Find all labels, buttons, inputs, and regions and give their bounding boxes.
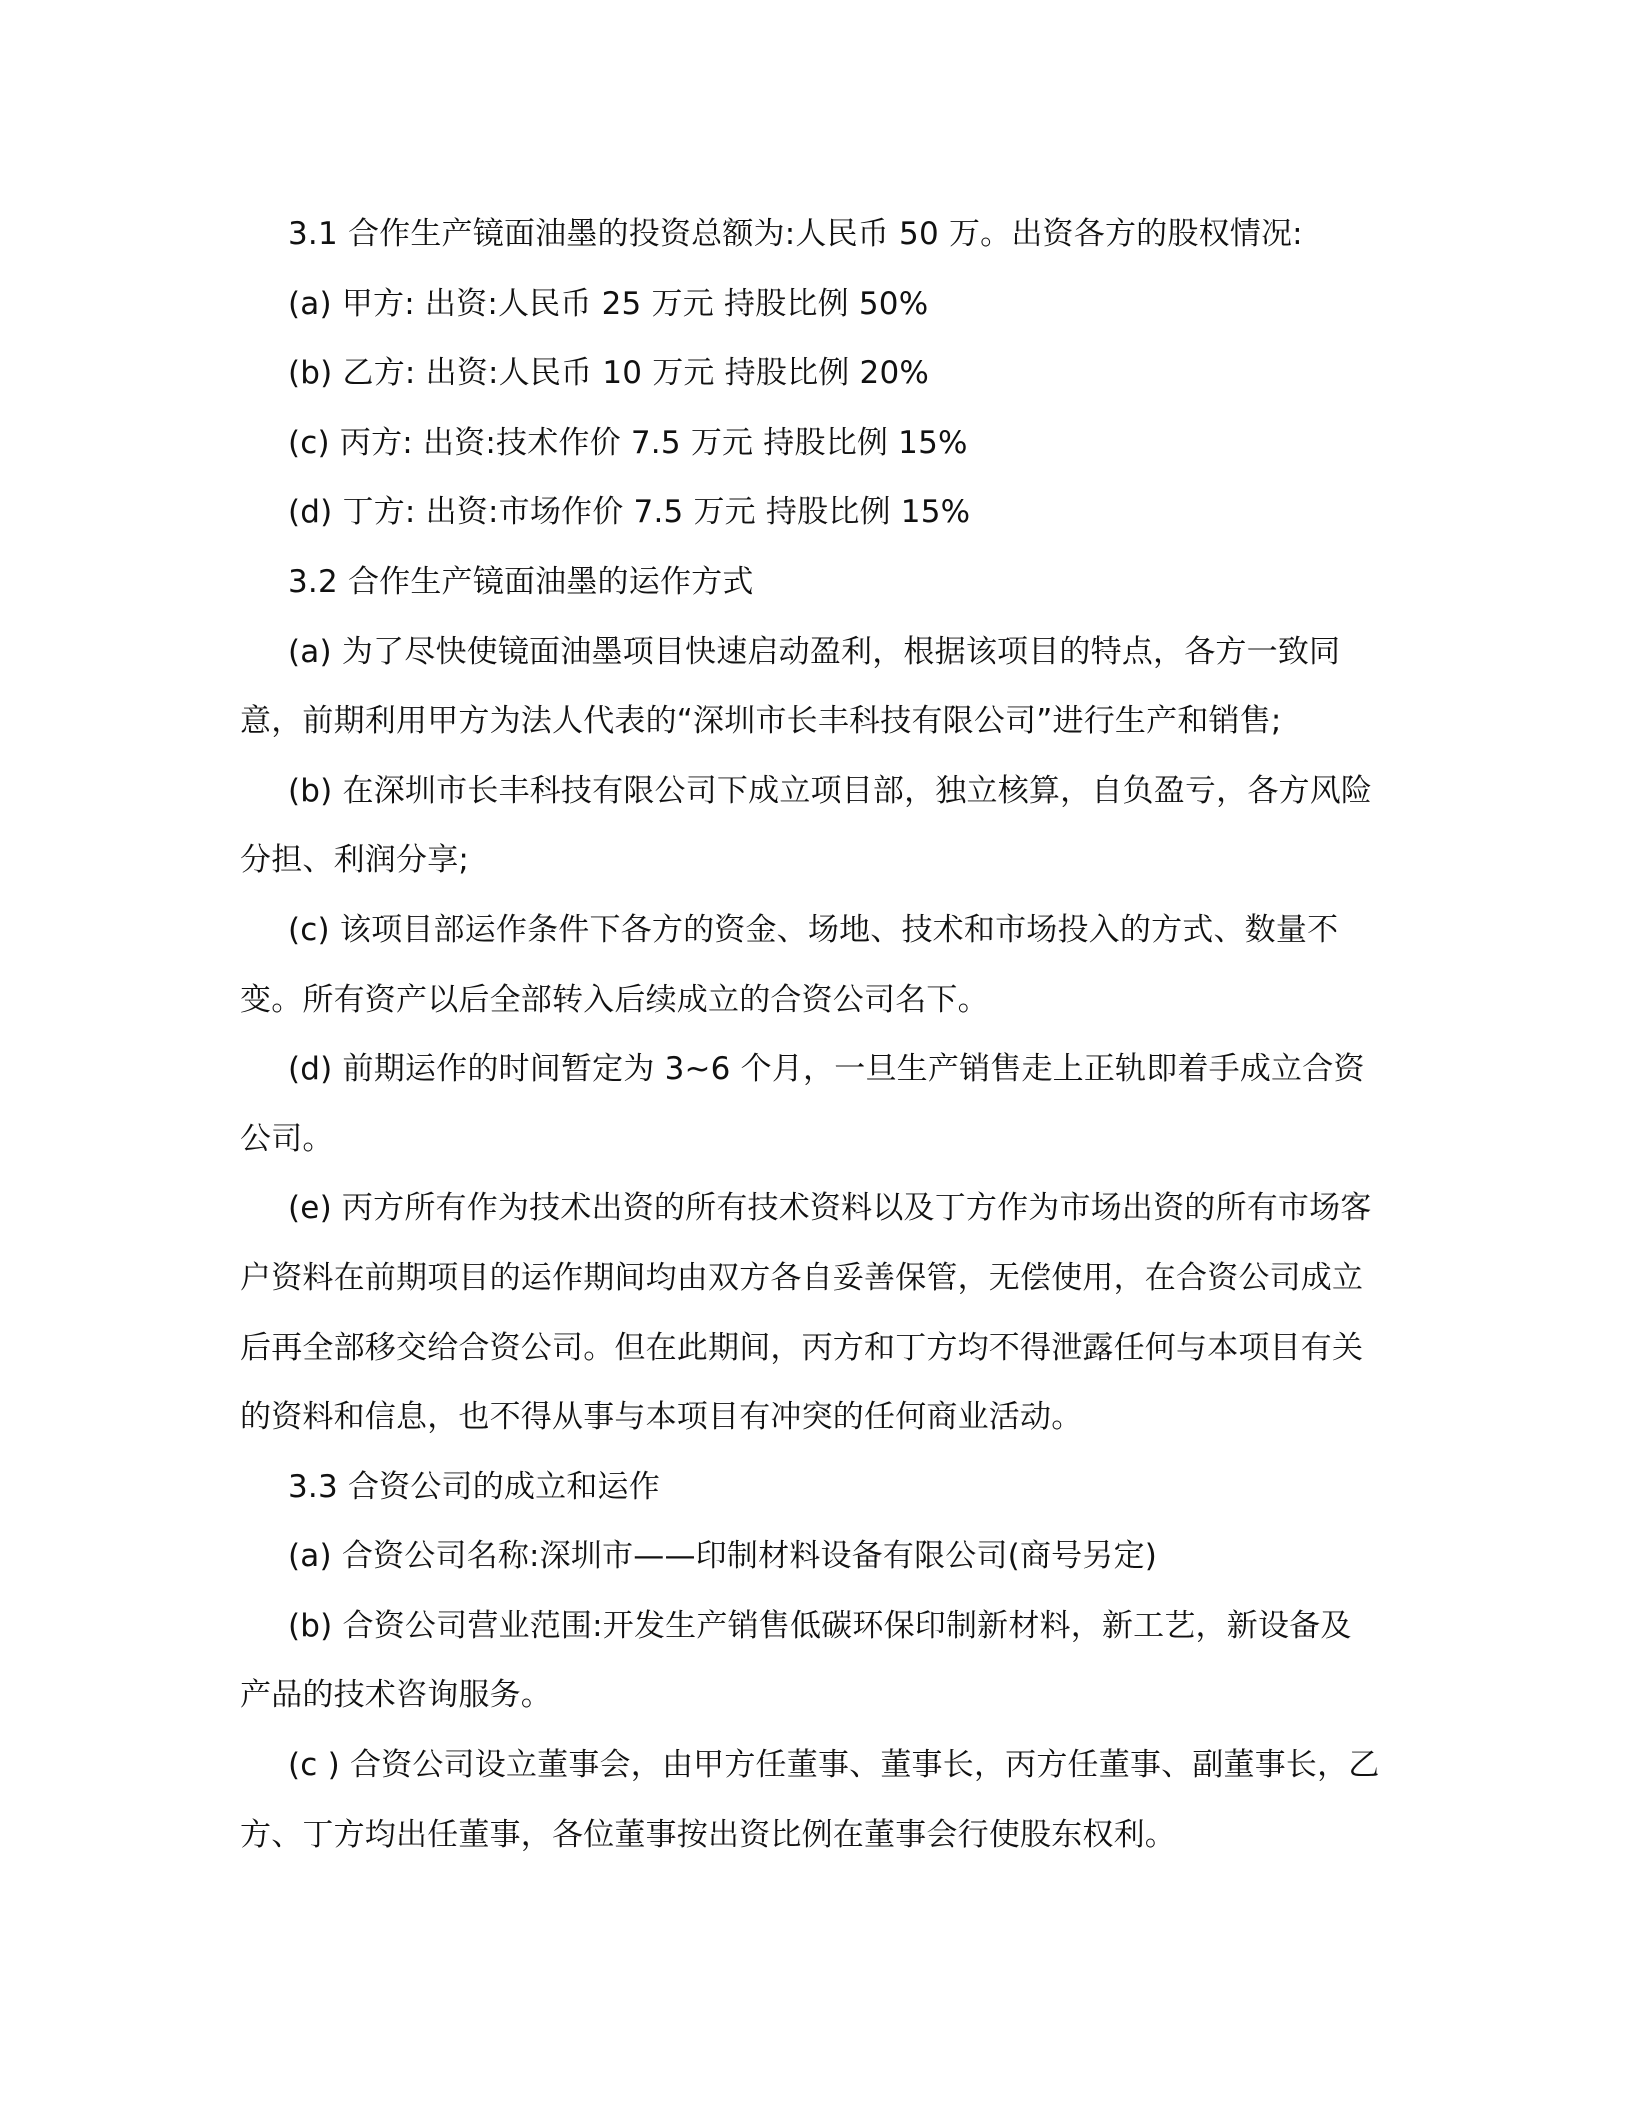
item-3-3-c: (c ) 合资公司设立董事会，由甲方任董事、董事长，丙方任董事、副董事长，乙方、丁方均出任董事，各位董事按出资比例在董事会行使股东权利。 <box>240 1747 1380 1853</box>
section-3-1-heading: 3.1 合作生产镜面油墨的投资总额为:人民币 50 万。出资各方的股权情况: <box>288 216 1303 252</box>
item-3-2-d: (d) 前期运作的时间暂定为 3~6 个月，一旦生产销售走上正轨即着手成立合资公司。 <box>240 1051 1365 1157</box>
item-3-1-a: (a) 甲方: 出资:人民币 25 万元 持股比例 50% <box>288 285 929 322</box>
item-3-1-b: (b) 乙方: 出资:人民币 10 万元 持股比例 20% <box>288 355 930 392</box>
item-3-2-c: (c) 该项目部运作条件下各方的资金、场地、技术和市场投入的方式、数量不变。所有资产以后全部转入后续成立的合资公司名下。 <box>240 911 1339 1018</box>
item-3-3-b: (b) 合资公司营业范围:开发生产销售低碳环保印制新材料，新工艺，新设备及产品的技术咨询服务。 <box>240 1607 1352 1714</box>
item-3-3-a: (a) 合资公司名称:深圳市——印制材料设备有限公司(商号另定) <box>288 1538 1158 1575</box>
item-3-2-a: (a) 为了尽快使镜面油墨项目快速启动盈利，根据该项目的特点，各方一致同意，前期利用甲方为法人代表的“深圳市长丰科技有限公司”进行生产和销售; <box>240 633 1341 740</box>
section-3-3-heading: 3.3 合资公司的成立和运作 <box>288 1468 660 1505</box>
item-3-2-b: (b) 在深圳市长丰科技有限公司下成立项目部，独立核算，自负盈亏，各方风险分担、利润分享; <box>240 772 1373 879</box>
section-3-2-heading: 3.2 合作生产镜面油墨的运作方式 <box>288 563 754 600</box>
item-3-1-c: (c) 丙方: 出资:技术作价 7.5 万元 持股比例 15% <box>288 424 968 461</box>
document-body <box>240 200 1380 1870</box>
item-3-2-e: (e) 丙方所有作为技术出资的所有技术资料以及丁方作为市场出资的所有市场客户资料在前期项目的运作期间均由双方各自妥善保管，无偿使用，在合资公司成立后再全部移交给合资公司。但在此期间，丙方和丁方均不得泄露任何与本项目有关的资料和信息，也不得从事与本项目有冲突的任何商业活动。 <box>240 1190 1372 1436</box>
item-3-1-d: (d) 丁方: 出资:市场作价 7.5 万元 持股比例 15% <box>288 494 971 531</box>
